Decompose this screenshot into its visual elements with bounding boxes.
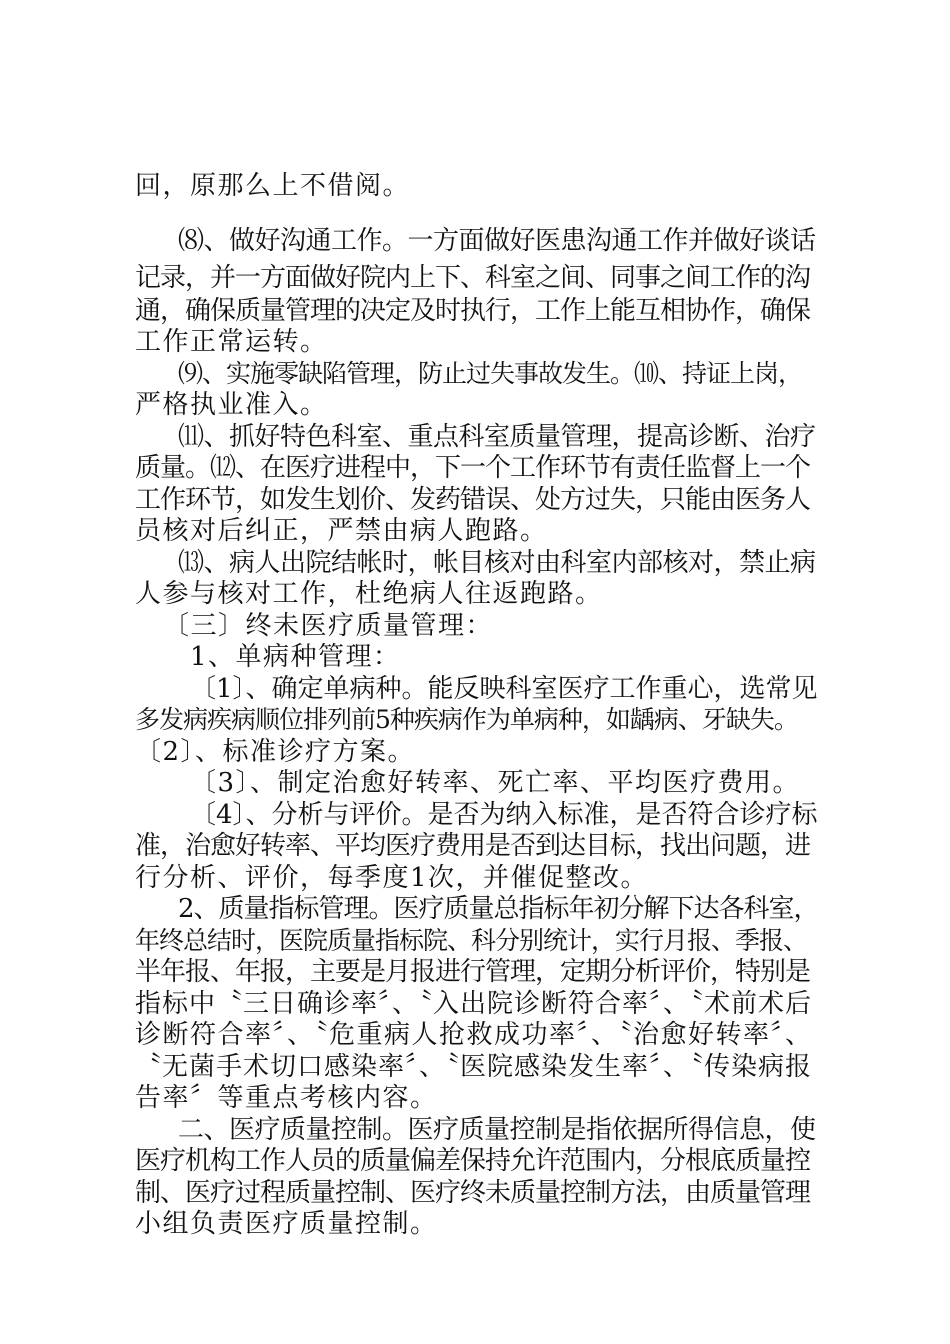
- text-line: 〔2〕、标准诊疗方案。: [135, 737, 416, 767]
- text-line: 通，确保质量管理的决定及时执行，工作上能互相协作，确保: [135, 296, 811, 326]
- text-line: ⒀、病人出院结帐时，帐目核对由科室内部核对，禁止病: [178, 548, 816, 578]
- text-line: 严格执业准入。: [135, 390, 328, 420]
- text-line: 工作正常运转。: [135, 327, 328, 357]
- text-line: 人参与核对工作，杜绝病人往返跑路。: [135, 579, 603, 609]
- text-line: 二、医疗质量控制。医疗质量控制是指依据所得信息，使: [178, 1115, 816, 1145]
- text-line: 指标中〝三日确诊率〞、〝入出院诊断符合率〞、〝术前术后: [135, 989, 813, 1019]
- text-line: 告率〞等重点考核内容。: [135, 1083, 438, 1113]
- text-line: 准，治愈好转率、平均医疗费用是否到达目标，找出问题，进: [135, 831, 811, 861]
- text-line: 2、质量指标管理。医疗质量总指标年初分解下达各科室，: [178, 894, 819, 924]
- text-line: 工作环节，如发生划价、发药错误、处方过失，只能由医务人: [135, 485, 811, 515]
- text-line: 〔4〕、分析与评价。是否为纳入标准，是否符合诊疗标: [190, 800, 818, 830]
- text-line: ⑾、抓好特色科室、重点科室质量管理，提高诊断、治疗: [178, 422, 816, 452]
- text-line: 员核对后纠正，严禁由病人跑路。: [135, 516, 548, 546]
- text-line: 诊断符合率〞、〝危重病人抢救成功率〞、〝治愈好转率〞、: [135, 1020, 813, 1050]
- text-line: 制、医疗过程质量控制、医疗终未质量控制方法，由质量管理: [135, 1178, 811, 1208]
- text-line: 〔3〕、制定治愈好转率、死亡率、平均医疗费用。: [190, 768, 801, 798]
- text-line: 记录，并一方面做好院内上下、科室之间、同事之间工作的沟: [135, 263, 811, 293]
- text-line: 年终总结时，医院质量指标院、科分别统计，实行月报、季报、: [135, 926, 808, 955]
- text-line: 〔1〕、确定单病种。能反映科室医疗工作重心，选常见: [190, 674, 818, 704]
- text-line: 医疗机构工作人员的质量偏差保持允许范围内，分根底质量控: [135, 1146, 811, 1176]
- text-line: 小组负责医疗质量控制。: [135, 1209, 438, 1239]
- text-line: 1、单病种管理：: [190, 642, 401, 672]
- text-line: 〝无菌手术切口感染率〞、〝医院感染发生率〞、〝传染病报: [135, 1052, 813, 1082]
- text-line: 回，原那么上不借阅。: [135, 171, 411, 201]
- text-line: ⑼、实施零缺陷管理，防止过失事故发生。⑽、持证上岗，: [178, 359, 803, 388]
- text-line: ⑻、做好沟通工作。一方面做好医患沟通工作并做好谈话: [178, 226, 816, 256]
- text-line: 〔三〕终未医疗质量管理：: [163, 611, 494, 641]
- text-line: 行分析、评价，每季度1次，并催促整改。: [135, 863, 649, 893]
- text-line: 质量。⑿、在医疗进程中，下一个工作环节有责任监督上一个: [135, 453, 811, 483]
- text-line: 半年报、年报，主要是月报进行管理，定期分析评价，特别是: [135, 957, 811, 987]
- text-line: 多发病疾病顺位排列前5种疾病作为单病种，如龋病、牙缺失。: [135, 705, 798, 734]
